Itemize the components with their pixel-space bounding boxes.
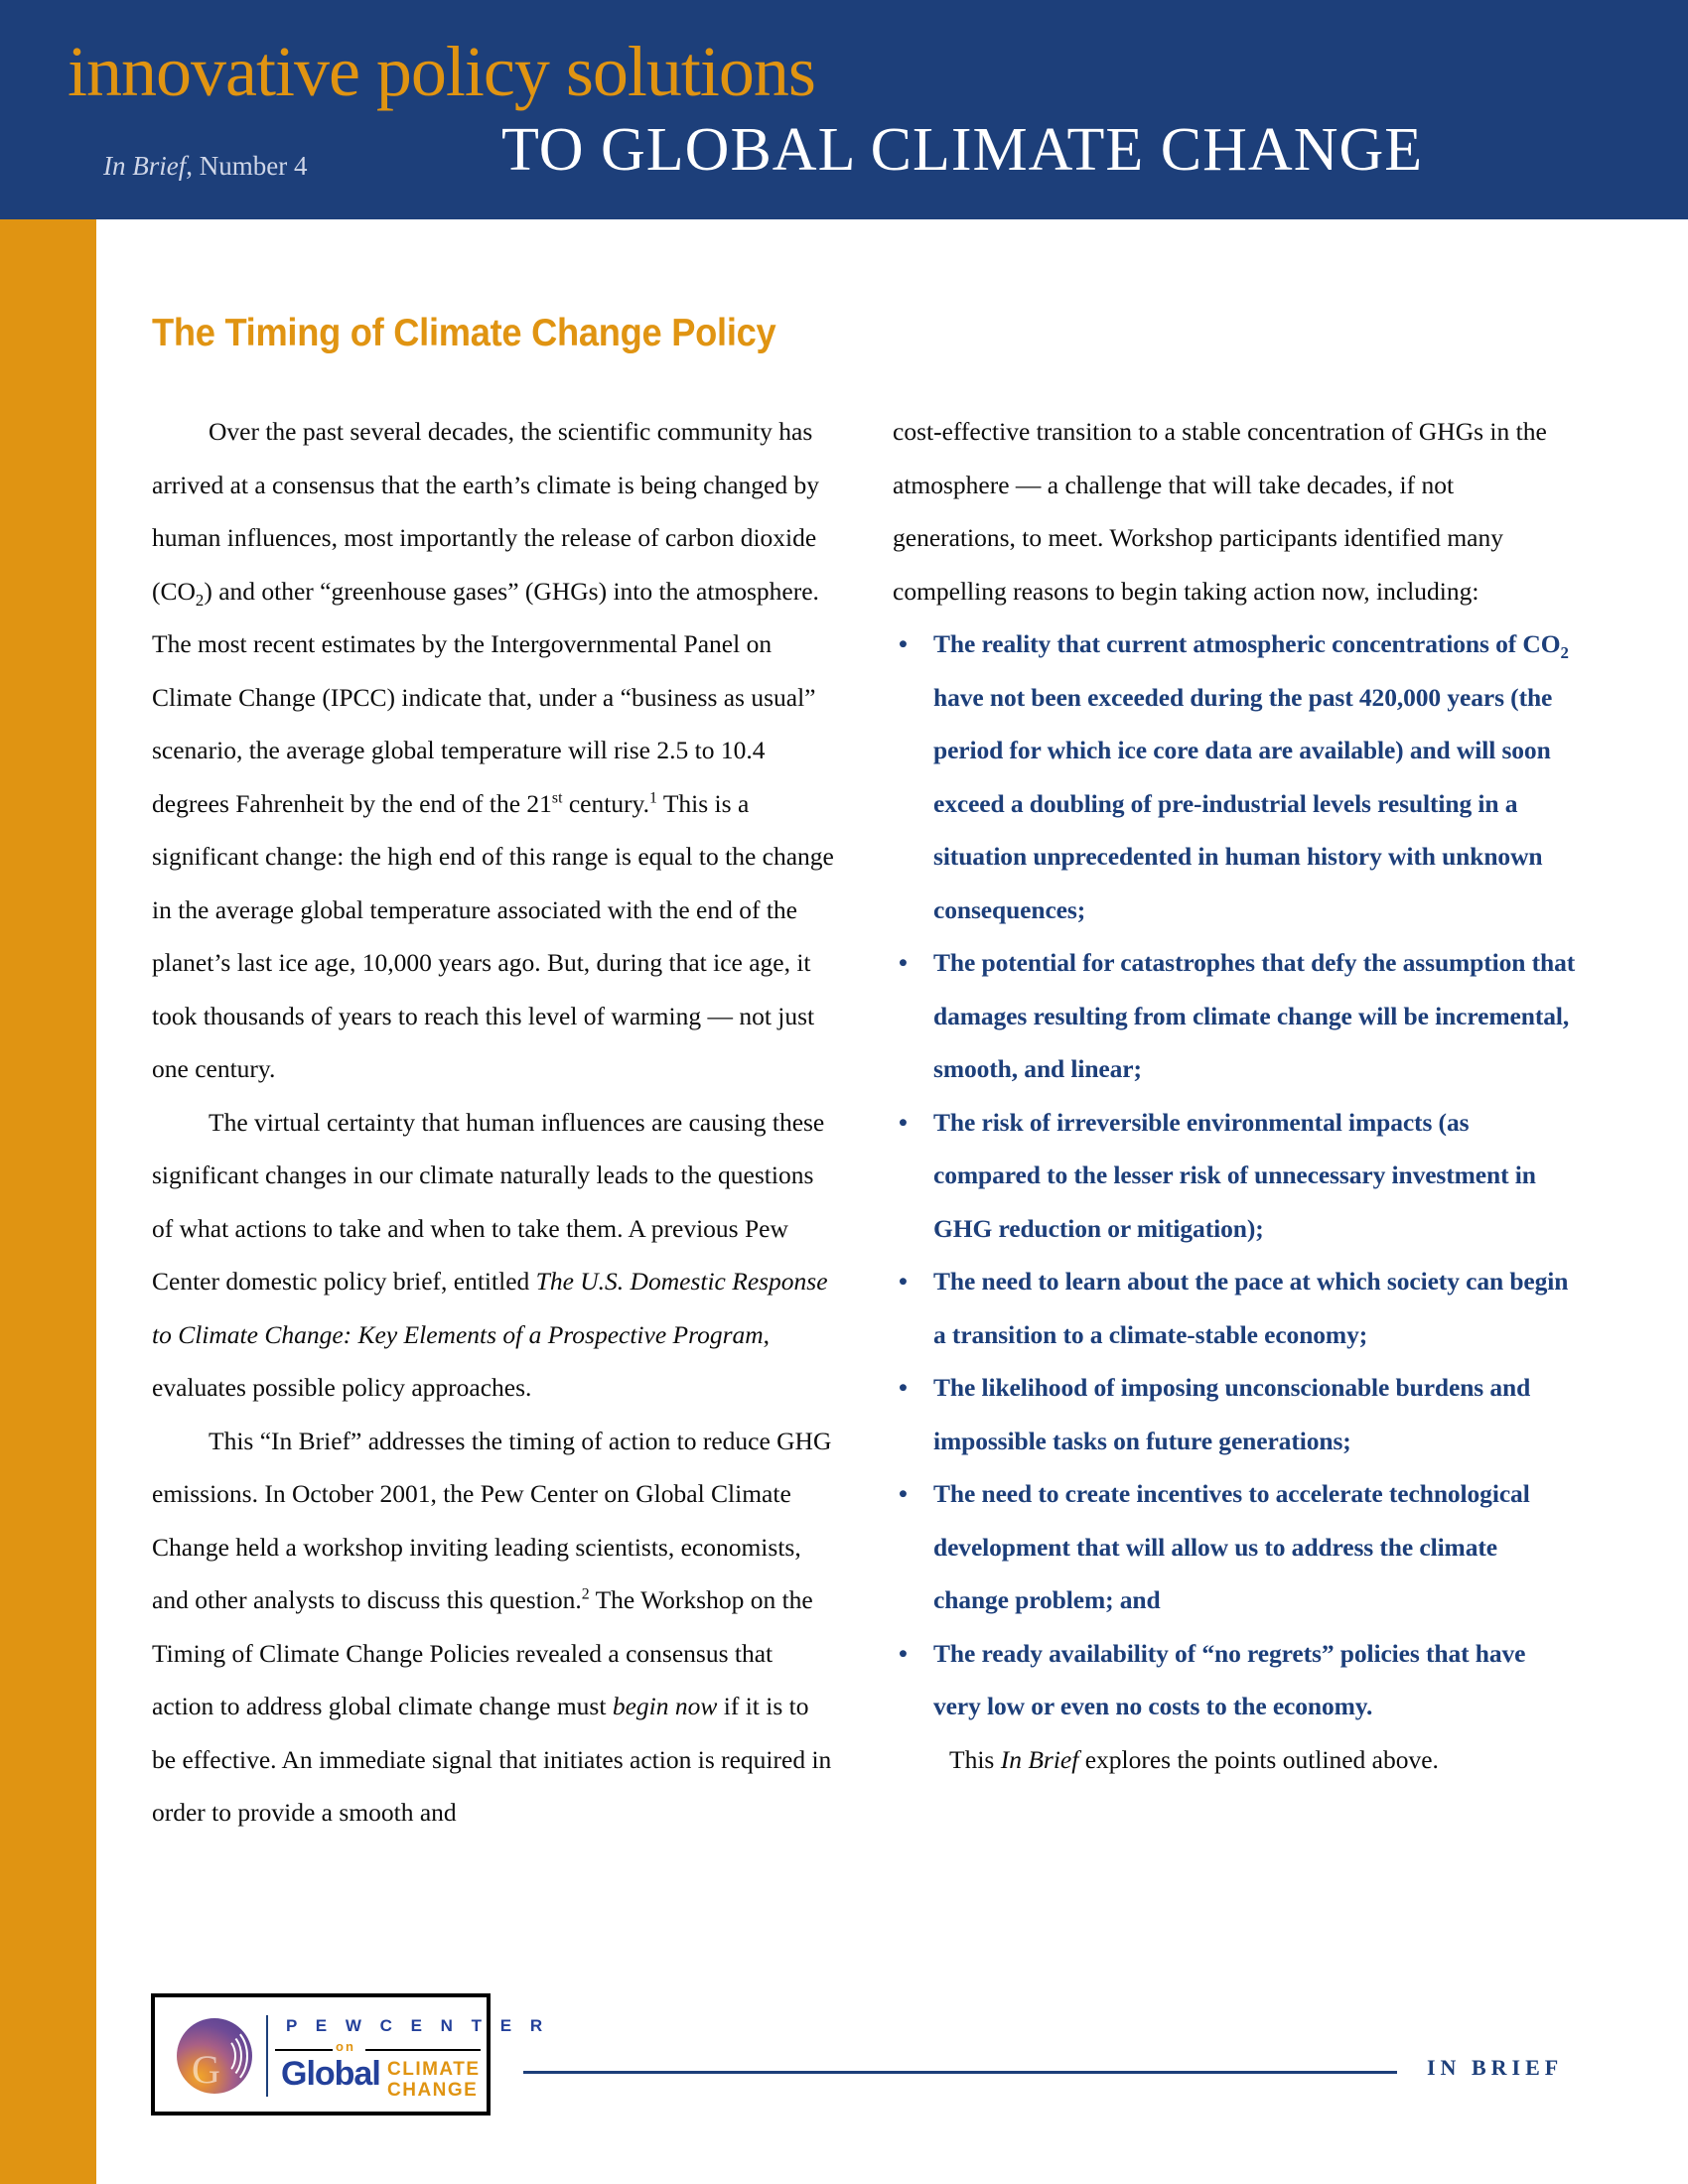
bullet-icon: •	[899, 1107, 908, 1137]
right-column	[893, 405, 1576, 1840]
paragraph-1	[152, 405, 835, 1096]
masthead-title-secondary: TO GLOBAL CLIMATE CHANGE	[501, 116, 1424, 184]
header-banner	[0, 0, 1688, 219]
issue-number: , Number 4	[186, 151, 308, 181]
list-item	[893, 617, 1576, 936]
bullet-icon: •	[899, 629, 908, 658]
closing-text-b: explores the points outlined above.	[1078, 1744, 1439, 1774]
closing-text-a: This	[949, 1744, 1001, 1774]
pew-center-logo[interactable]	[151, 1993, 550, 2116]
paragraph-3	[152, 1415, 835, 1840]
bullet-icon: •	[899, 948, 908, 977]
bullet-icon: •	[899, 1373, 908, 1402]
bullet-text-a: The need to create incentives to accelerate technological development that will allow us to address the climate change problem; and	[933, 1479, 1530, 1614]
masthead-title-primary: innovative policy solutions	[68, 32, 815, 111]
list-item	[893, 1361, 1576, 1467]
p1-text-d: This is a significant change: the high end of this range is equal to the change in the average global temperature associated with the end of the planet’s last ice age, 10,000 years ago. But, during that ice age, it took thousands of years to reach this level of warming — not just one century.	[152, 788, 834, 1083]
bullet-text-a: The reality that current atmospheric concentrations of CO	[933, 629, 1561, 658]
p1-text-a: Over the past several decades, the scientific community has arrived at a consensus that the earth’s climate is being changed by human influences, most importantly the release of carbon dioxide (CO	[152, 417, 819, 606]
footnote-ref-2[interactable]: 2	[581, 1585, 590, 1603]
emphasis-begin-now: begin now	[612, 1692, 718, 1720]
logo-rule-left	[275, 2049, 333, 2051]
bullet-icon: •	[899, 1267, 908, 1296]
p2-text-a: The virtual certainty that human influences are causing these significant changes in our climate naturally leads to the questions of what actions to take and when to take them. A previous Pew Center domestic policy brief, entitled	[152, 1107, 825, 1296]
bullet-co2-subscript: 2	[1560, 643, 1569, 663]
bullet-text-a: The need to learn about the pace at which society can begin a transition to a climate-stable economy;	[933, 1267, 1569, 1349]
globe-icon	[177, 2018, 252, 2094]
bullet-text-b: have not been exceeded during the past 420,000 years (the period for which ice core data are available) and will soon exceed a doubling of pre-industrial levels resulting in a situation unprecedented in human history with unknown consequences;	[933, 682, 1553, 924]
bullet-text-a: The likelihood of imposing unconscionable burdens and impossible tasks on future generations;	[933, 1373, 1531, 1455]
logo-on-text: on	[336, 2039, 355, 2054]
p3-text-b: The Workshop on the Timing of Climate Change Policies revealed a consensus that action to address global climate change must	[152, 1585, 813, 1720]
p1-text-c: century.	[562, 788, 650, 818]
logo-climate-text: CLIMATE	[387, 2059, 481, 2080]
footer-label: IN BRIEF	[1427, 2055, 1564, 2080]
p3-text-c: if it is to be effective. An immediate signal that initiates action is required in order to provide a smooth and	[152, 1692, 832, 1827]
bullet-icon: •	[899, 1638, 908, 1668]
logo-rule-right	[365, 2049, 481, 2051]
bullet-text-a: The risk of irreversible environmental impacts (as compared to the lesser risk of unnecessary investment in GHG reduction or mitigation);	[933, 1107, 1536, 1243]
page-footer	[0, 1971, 1688, 2129]
right-closing-paragraph	[893, 1733, 1576, 1787]
p2-text-b: , evaluates possible policy approaches.	[152, 1319, 771, 1402]
p1-ordinal-suffix: st	[551, 789, 563, 806]
left-column	[152, 405, 835, 1840]
p3-text-a: This “In Brief” addresses the timing of action to reduce GHG emissions. In October 2001, the Pew Center on Global Climate Change held a workshop inviting leading scientists, economists, and other analysts to discuss this question.	[152, 1426, 832, 1614]
logo-divider	[266, 2015, 268, 2097]
right-intro-paragraph: cost-effective transition to a stable concentration of GHGs in the atmosphere — a challenge that will take decades, if not generations, to meet. Workshop participants identified many compelling reasons to begin taking action now, including:	[893, 417, 1547, 606]
footnote-ref-1[interactable]: 1	[649, 789, 657, 806]
referenced-brief-title: The U.S. Domestic Response to Climate Change: Key Elements of a Prospective Program	[152, 1267, 828, 1349]
p1-co2-subscript: 2	[195, 590, 205, 610]
page-title: The Timing of Climate Change Policy	[152, 312, 776, 355]
closing-series-name: In Brief	[1000, 1744, 1079, 1774]
list-item	[893, 1627, 1576, 1733]
list-item	[893, 936, 1576, 1096]
issue-series-name: In Brief	[103, 151, 187, 181]
list-item	[893, 1467, 1576, 1627]
list-item	[893, 1096, 1576, 1256]
bullet-icon: •	[899, 1479, 908, 1508]
bullet-text-a: The potential for catastrophes that defy the assumption that damages resulting from climate change will be incremental, smooth, and linear;	[933, 948, 1576, 1083]
list-item	[893, 1255, 1576, 1361]
issue-number-label	[103, 151, 307, 182]
logo-change-text: CHANGE	[387, 2080, 479, 2101]
body-columns	[152, 405, 1576, 1840]
left-accent-bar	[0, 219, 96, 2184]
globe-g-letter: G	[192, 2047, 220, 2092]
reasons-bullet-list	[893, 617, 1576, 1733]
paragraph-2	[152, 1096, 835, 1415]
logo-pew-center-text: P E W C E N T E R	[286, 2016, 550, 2035]
footer-rule	[523, 2071, 1397, 2074]
bullet-text-a: The ready availability of “no regrets” policies that have very low or even no costs to the economy.	[933, 1638, 1526, 1720]
logo-global-text: Global	[281, 2055, 380, 2093]
p1-text-b: ) and other “greenhouse gases” (GHGs) into the atmosphere. The most recent estimates by the Intergovernmental Panel on Climate Change (IPCC) indicate that, under a “business as usual” scenario, the average global temperature will rise 2.5 to 10.4 degrees Fahrenheit by the end of the 21	[152, 576, 819, 818]
